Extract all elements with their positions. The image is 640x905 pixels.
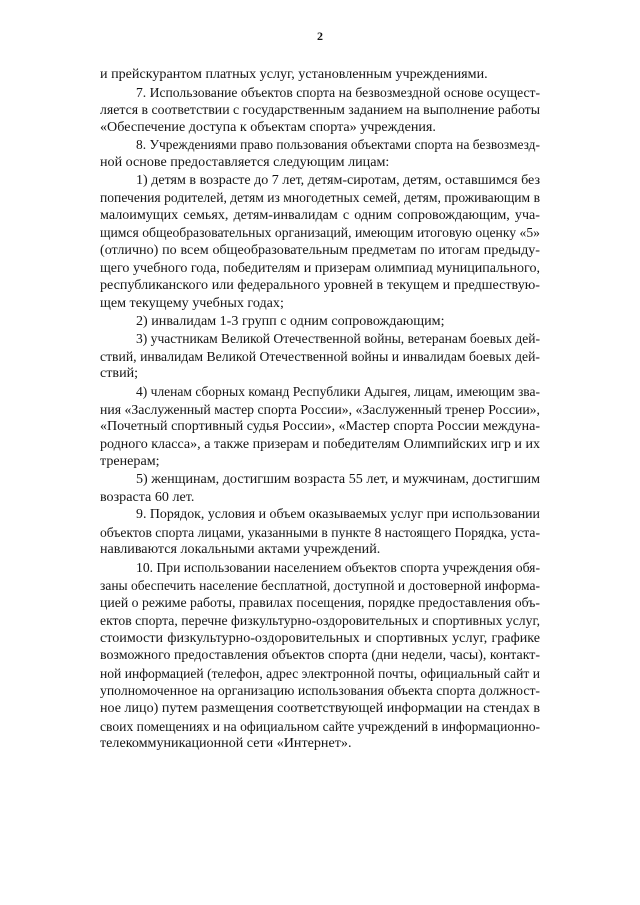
text-line: стоимости физкультурно-оздоровительных и спортивных услуг, графике	[100, 629, 540, 646]
text-line: возраста 60 лет.	[100, 488, 195, 505]
text-line: навливаются локальными актами учреждений.	[100, 541, 381, 558]
document-body	[100, 66, 540, 753]
text-line: «Почетный спортивный судья России», «Мастер спорта России междуна-	[100, 419, 540, 435]
text-line: уполномоченное на организацию использования объекта спорта должност-	[100, 683, 540, 699]
text-line: ляется в соответствии с государственным заданием на выполнение работы	[100, 102, 540, 118]
text-line: 9. Порядок, условия и объем оказываемых услуг при использовании	[136, 507, 540, 523]
text-line: и прейскурантом платных услуг, установленным учреждениями.	[100, 66, 488, 82]
text-line: ния «Заслуженный мастер спорта России», «Заслуженный тренер России»,	[100, 401, 540, 417]
text-line: (отлично) по всем общеобразовательным предметам по итогам предыду-	[100, 242, 540, 259]
text-line: 1) детям в возрасте до 7 лет, детям-сиротам, детям, оставшимся без	[136, 171, 540, 188]
text-line: ствий;	[100, 365, 139, 382]
text-line: телекоммуникационной сети «Интернет».	[100, 735, 352, 752]
text-line: 8. Учреждениями право пользования объектами спорта на безвозмезд-	[136, 137, 540, 153]
text-line: 10. При использовании населением объектов спорта учреждения обя-	[136, 560, 540, 576]
text-line: тренерам;	[100, 453, 160, 470]
page-number: 2	[317, 29, 323, 43]
text-line: 7. Использование объектов спорта на безвозмездной основе осущест-	[136, 84, 540, 100]
text-line: щимся общеобразовательных организаций, имеющим итоговую оценку «5»	[100, 225, 540, 241]
text-line: возможного предоставления объектов спорта (дни недели, часы), контакт-	[100, 648, 540, 664]
text-line: ной информацией (телефон, адрес электронной почты, официальный сайт и	[100, 665, 540, 681]
text-line: родного класса», а также призерам и победителям Олимпийских игр и их	[100, 435, 540, 452]
text-line: ной основе предоставляется следующим лицам:	[100, 154, 390, 171]
text-line: «Обеспечение доступа к объектам спорта» учреждения.	[100, 118, 436, 135]
text-line: цией о режиме работы, правилах посещения, порядке предоставления объ-	[100, 595, 540, 611]
text-line: малоимущих семьях, детям-инвалидам с одним сопровождающим, уча-	[100, 206, 540, 223]
text-line: ствий, инвалидам Великой Отечественной войны и инвалидам боевых дей-	[100, 348, 540, 364]
text-line: 2) инвалидам 1-3 групп с одним сопровождающим;	[136, 312, 445, 329]
text-line: республиканского или федерального уровней в текущем и предшествую-	[100, 277, 540, 294]
text-line: 5) женщинам, достигшим возраста 55 лет, и мужчинам, достигшим	[136, 471, 540, 488]
text-line: заны обеспечить население бесплатной, доступной и достоверной информа-	[100, 577, 540, 593]
text-line: 3) участникам Великой Отечественной войны, ветеранам боевых дей-	[136, 331, 541, 347]
text-line: щем текущему учебных годах;	[100, 294, 284, 311]
text-line: щего учебного года, победителям и призерам олимпиад муниципального,	[100, 259, 540, 276]
text-line: своих помещениях и на официальном сайте учреждений в информационно-	[100, 718, 541, 734]
text-line: ектов спорта, перечне физкультурно-оздоровительных и спортивных услуг,	[100, 612, 540, 628]
text-line: ное лицо) путем размещения соответствующей информации на стендах в	[100, 699, 540, 716]
text-line: попечения родителей, детям из многодетных семей, детям, проживающим в	[100, 190, 540, 206]
text-line: 4) членам сборных команд Республики Адыгея, лицам, имеющим зва-	[136, 383, 540, 399]
text-line: объектов спорта лицами, указанными в пункте 8 настоящего Порядка, уста-	[100, 524, 540, 540]
